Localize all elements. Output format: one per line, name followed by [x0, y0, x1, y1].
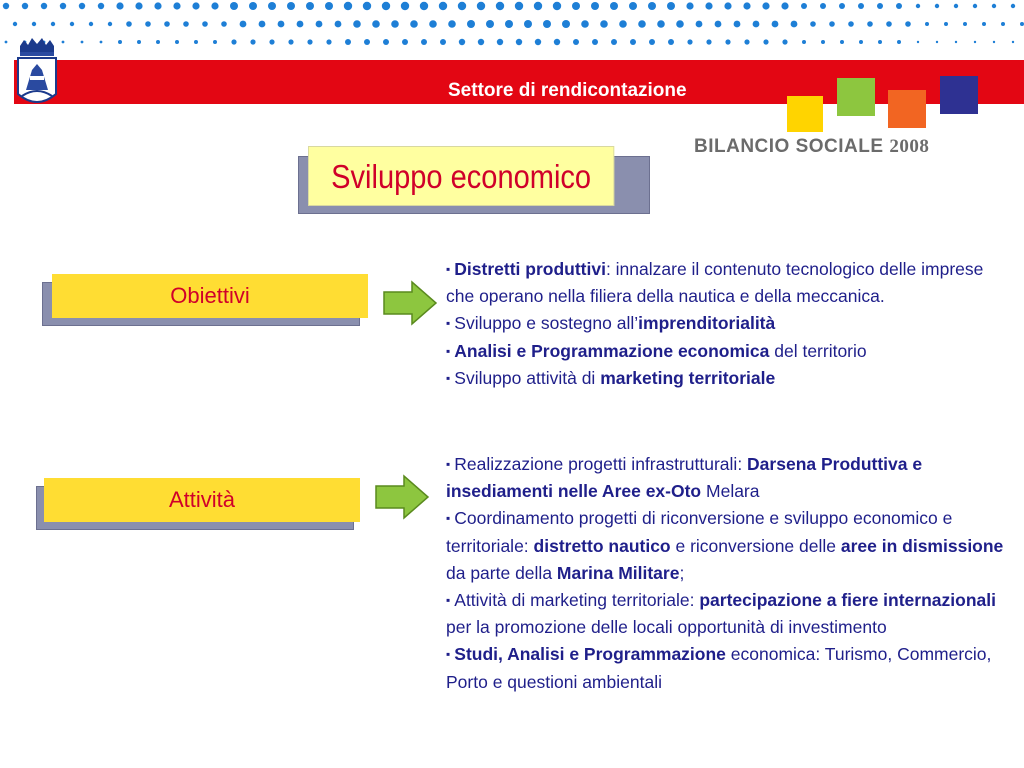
pattern-dot [944, 22, 948, 26]
pattern-dot [126, 21, 132, 27]
pattern-dot [202, 21, 208, 27]
pattern-dot [667, 2, 675, 10]
pattern-dot [905, 21, 911, 27]
body-text: : innalzare il contenuto tecnologico delle imprese che operano nella filiera della nautica e della meccanica. [446, 259, 984, 307]
bullet-icon: ▪ [446, 511, 451, 526]
pattern-dot [657, 20, 665, 28]
pattern-dot [116, 2, 123, 9]
pattern-dot [724, 2, 731, 9]
pattern-dot [250, 39, 255, 44]
pattern-dot [572, 2, 580, 10]
list-item [446, 451, 1016, 505]
pattern-dot [211, 2, 218, 9]
pattern-dot [791, 21, 798, 28]
pattern-dot [535, 39, 541, 45]
pattern-dot [287, 2, 295, 10]
body-text: Sviluppo attività di [454, 367, 601, 388]
pattern-dot [1001, 22, 1005, 26]
pattern-dot [629, 2, 637, 10]
activities-label: Attività [44, 478, 360, 522]
pattern-dot [326, 39, 331, 44]
pattern-dot [1011, 4, 1015, 8]
pattern-dot [173, 2, 180, 9]
pattern-dot [505, 20, 513, 28]
pattern-dot [13, 22, 17, 26]
pattern-dot [524, 20, 532, 28]
pattern-dot [344, 2, 352, 10]
bullet-icon: ▪ [446, 316, 451, 331]
pattern-dot [440, 39, 446, 45]
brand-square-blue [940, 76, 978, 114]
pattern-dot [345, 39, 351, 45]
brand-year: 2008 [889, 136, 930, 157]
pattern-dot [802, 40, 806, 44]
pattern-dot [581, 20, 589, 28]
pattern-dot [554, 39, 560, 45]
pattern-dot [820, 3, 826, 9]
pattern-dot [22, 3, 28, 9]
pattern-dot [619, 20, 627, 28]
pattern-dot [534, 2, 542, 10]
pattern-dot [325, 2, 333, 10]
emphasis-text: imprenditorialità [638, 313, 776, 334]
pattern-dot [839, 3, 845, 9]
pattern-dot [135, 2, 142, 9]
page-title: Sviluppo economico [308, 146, 614, 206]
pattern-dot [154, 2, 161, 9]
list-item [446, 256, 1016, 310]
city-crest-icon [12, 36, 62, 112]
pattern-dot [992, 4, 996, 8]
pattern-dot [335, 21, 342, 28]
pattern-dot [648, 2, 656, 10]
body-text: per la promozione delle locali opportunità di investimento [446, 617, 887, 638]
pattern-dot [686, 2, 693, 9]
pattern-dot [363, 2, 371, 10]
pattern-dot [963, 22, 967, 26]
pattern-dot [410, 20, 418, 28]
pattern-dot [81, 41, 84, 44]
pattern-dot [867, 21, 873, 27]
emphasis-text: Studi, Analisi e Programmazione [454, 644, 726, 665]
pattern-dot [459, 39, 465, 45]
pattern-dot [269, 39, 274, 44]
pattern-dot [316, 21, 323, 28]
pattern-dot [762, 2, 769, 9]
body-text: Attività di marketing territoriale: [454, 590, 700, 611]
body-text: Realizzazione progetti infrastrutturali: [454, 454, 748, 474]
pattern-dot [486, 20, 494, 28]
pattern-dot [41, 3, 47, 9]
pattern-dot [725, 39, 730, 44]
pattern-dot [973, 4, 977, 8]
pattern-dot [183, 21, 189, 27]
pattern-dot [610, 2, 618, 10]
bullet-icon: ▪ [446, 370, 451, 385]
pattern-dot [743, 2, 750, 9]
pattern-dot [706, 39, 711, 44]
pattern-dot [439, 2, 447, 10]
pattern-dot [288, 39, 293, 44]
pattern-dot [696, 21, 703, 28]
pattern-dot [925, 22, 929, 26]
pattern-dot [230, 2, 238, 10]
brand-square-yellow [787, 96, 823, 132]
pattern-dot [268, 2, 276, 10]
emphasis-text: aree in dismissione [840, 535, 1004, 556]
pattern-dot [402, 39, 408, 45]
brand-square-green [837, 78, 875, 116]
body-text: Melara [701, 481, 760, 502]
pattern-dot [877, 3, 883, 9]
pattern-dot [137, 40, 141, 44]
pattern-dot [782, 39, 787, 44]
dotted-header-pattern [0, 0, 1024, 60]
pattern-dot [744, 39, 749, 44]
pattern-dot [763, 39, 768, 44]
emphasis-text: Darsena Produttiva e insediamenti nelle Aree ex-Oto [446, 454, 923, 502]
pattern-dot [3, 3, 9, 9]
objectives-label: Obiettivi [52, 274, 368, 318]
bullet-icon: ▪ [446, 457, 451, 471]
brand-name: BILANCIO SOCIALE [694, 136, 884, 157]
pattern-dot [734, 21, 741, 28]
pattern-dot [1020, 22, 1024, 26]
pattern-dot [916, 4, 920, 8]
pattern-dot [478, 39, 484, 45]
pattern-dot [715, 21, 722, 28]
emphasis-text: distretto nautico [533, 535, 671, 556]
body-text: e riconversione delle [670, 535, 841, 556]
pattern-dot [420, 2, 428, 10]
pattern-dot [840, 40, 844, 44]
sector-title: Settore di rendicontazione [448, 80, 687, 101]
pattern-dot [213, 40, 217, 44]
pattern-dot [32, 22, 36, 26]
list-item [446, 338, 1016, 365]
pattern-dot [630, 39, 636, 45]
emphasis-text: Distretti produttivi [454, 259, 606, 279]
bullet-icon: ▪ [446, 647, 451, 662]
pattern-dot [231, 39, 236, 44]
pattern-dot [5, 41, 8, 44]
pattern-dot [89, 22, 93, 26]
pattern-dot [821, 40, 825, 44]
pattern-dot [1012, 41, 1014, 43]
pattern-dot [249, 2, 257, 10]
pattern-dot [372, 20, 380, 28]
pattern-dot [935, 4, 939, 8]
objectives-list [446, 256, 1016, 392]
pattern-dot [772, 21, 779, 28]
pattern-dot [810, 21, 816, 27]
pattern-dot [100, 41, 103, 44]
pattern-dot [516, 39, 522, 45]
activities-list [446, 451, 1016, 696]
body-text: da parte della [446, 562, 557, 583]
list-item [446, 310, 1016, 337]
pattern-dot [496, 2, 504, 10]
pattern-dot [649, 39, 655, 45]
pattern-dot [573, 39, 579, 45]
pattern-dot [954, 4, 958, 8]
pattern-dot [429, 20, 437, 28]
bullet-icon: ▪ [446, 343, 451, 358]
pattern-dot [70, 22, 74, 26]
pattern-dot [993, 41, 995, 43]
pattern-dot [600, 20, 608, 28]
objectives-arrow-icon [382, 280, 438, 326]
pattern-dot [848, 21, 854, 27]
pattern-dot [221, 21, 227, 27]
emphasis-text: marketing territoriale [600, 367, 776, 388]
pattern-dot [515, 2, 523, 10]
pattern-dot [401, 2, 409, 10]
body-text: economica: Turismo, Commercio, Porto e questioni ambientali [446, 644, 992, 692]
pattern-dot [79, 3, 85, 9]
pattern-dot [886, 21, 892, 27]
pattern-dot [192, 2, 199, 9]
brand-square-orange [888, 90, 926, 128]
pattern-dot [668, 39, 674, 45]
pattern-dot [897, 40, 901, 44]
bullet-icon: ▪ [446, 593, 451, 608]
pattern-dot [611, 39, 617, 45]
pattern-dot [259, 21, 266, 28]
pattern-dot [974, 41, 976, 43]
pattern-dot [781, 2, 788, 9]
pattern-dot [98, 3, 104, 9]
pattern-dot [391, 20, 399, 28]
bullet-icon: ▪ [446, 262, 451, 276]
list-item [446, 641, 1016, 695]
pattern-dot [859, 40, 863, 44]
emphasis-text: Analisi e Programmazione economica [454, 340, 770, 361]
pattern-dot [801, 3, 807, 9]
pattern-dot [62, 41, 65, 44]
pattern-dot [240, 21, 247, 28]
pattern-dot [448, 20, 456, 28]
pattern-dot [638, 20, 646, 28]
pattern-dot [458, 2, 466, 10]
pattern-dot [562, 20, 570, 28]
pattern-dot [982, 22, 986, 26]
pattern-dot [307, 39, 312, 44]
body-text: ; [679, 562, 685, 583]
pattern-dot [543, 20, 551, 28]
pattern-dot [896, 3, 902, 9]
pattern-dot [878, 40, 882, 44]
pattern-dot [687, 39, 692, 44]
pattern-dot [955, 41, 957, 43]
pattern-dot [477, 2, 485, 10]
pattern-dot [118, 40, 122, 44]
pattern-dot [175, 40, 179, 44]
body-text: del territorio [769, 340, 867, 361]
pattern-dot [467, 20, 475, 28]
activities-arrow-icon [374, 474, 430, 520]
list-item [446, 587, 1016, 641]
pattern-dot [145, 21, 151, 27]
pattern-dot [306, 2, 314, 10]
pattern-dot [497, 39, 503, 45]
pattern-dot [364, 39, 370, 45]
pattern-dot [936, 41, 938, 43]
pattern-dot [917, 41, 919, 43]
pattern-dot [382, 2, 390, 10]
brand-label [694, 136, 929, 158]
list-item [446, 365, 1016, 392]
pattern-dot [591, 2, 599, 10]
emphasis-text: partecipazione a fiere internazionali [699, 590, 996, 611]
pattern-dot [353, 20, 361, 28]
pattern-dot [592, 39, 598, 45]
pattern-dot [278, 21, 285, 28]
body-text: Sviluppo e sostegno all’ [454, 313, 639, 334]
pattern-dot [194, 40, 198, 44]
pattern-dot [753, 21, 760, 28]
body-text: Coordinamento progetti di riconversione e sviluppo economico e territoriale: [446, 508, 953, 556]
pattern-dot [705, 2, 712, 9]
pattern-dot [421, 39, 427, 45]
pattern-dot [829, 21, 835, 27]
pattern-dot [383, 39, 389, 45]
pattern-dot [297, 21, 304, 28]
pattern-dot [51, 22, 55, 26]
list-item [446, 505, 1016, 587]
emphasis-text: Marina Militare [556, 562, 680, 583]
pattern-dot [108, 22, 112, 26]
pattern-dot [156, 40, 160, 44]
pattern-dot [164, 21, 170, 27]
pattern-dot [676, 20, 684, 28]
pattern-dot [858, 3, 864, 9]
pattern-dot [553, 2, 561, 10]
pattern-dot [60, 3, 66, 9]
